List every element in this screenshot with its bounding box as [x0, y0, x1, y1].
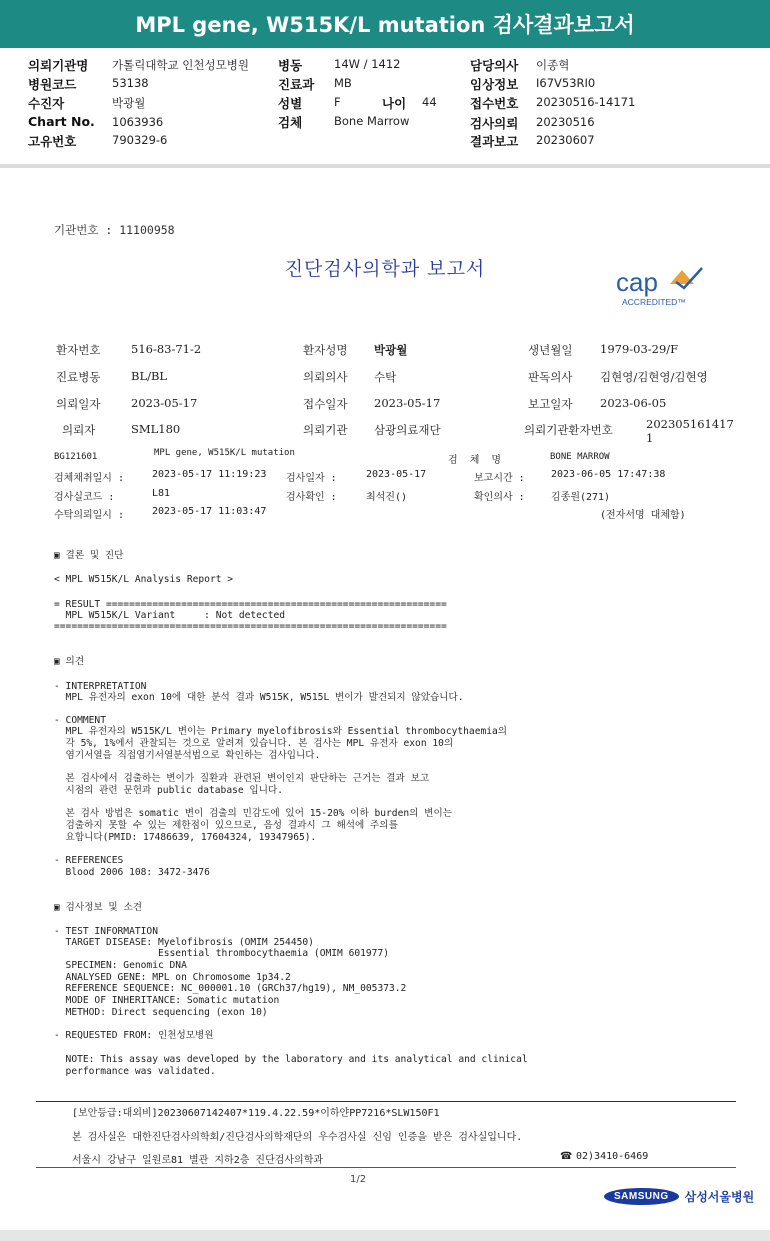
report-line: 각 5%, 1%에서 관찰되는 것으로 알려져 있습니다. 본 검사는 MPL 유전자 exon 10의	[54, 738, 454, 749]
doctor-value: 이종혁	[536, 58, 570, 72]
patient-label: 수진자	[28, 96, 65, 111]
exam-date-label: 검사일자 :	[286, 473, 337, 484]
report-line: - INTERPRETATION	[54, 681, 147, 692]
org-number: 기관번호 : 11100958	[54, 223, 175, 237]
bottom-margin-bar	[0, 1230, 770, 1241]
dept-value: MB	[334, 76, 352, 90]
rep-date-label: 보고일자	[528, 397, 573, 411]
consign-value: 2023-05-17 11:03:47	[152, 506, 267, 517]
report-line: SPECIMEN: Genomic DNA	[54, 960, 187, 971]
confirm-doc-label: 확인의사 :	[474, 492, 525, 503]
requester-value: SML180	[131, 422, 181, 436]
report-line: ANALYSED GENE: MPL on Chromosome 1p34.2	[54, 972, 291, 983]
requester-label: 의뢰자	[62, 423, 96, 437]
request-org-label: 의뢰기관명	[28, 58, 89, 73]
phone-number: 02)3410-6469	[576, 1151, 649, 1162]
confirm-label: 검사확인 :	[286, 492, 337, 503]
patient-no-value: 516-83-71-2	[131, 342, 202, 356]
sex-value: F	[334, 95, 341, 109]
receipt-no-value: 20230516-14171	[536, 95, 636, 109]
doctor-label: 담당의사	[470, 58, 519, 73]
report-line: 염기서열을 직접염기서열분석법으로 확인하는 검사입니다.	[54, 750, 321, 761]
report-line: Blood 2006 108: 3472-3476	[54, 867, 210, 878]
confirm-value: 최석진()	[366, 492, 408, 503]
request-date-value: 20230516	[536, 115, 595, 129]
sex-label: 성별	[278, 96, 303, 111]
patient-name-label: 환자성명	[303, 343, 348, 357]
report-line: 시점의 관련 문헌과 public database 입니다.	[54, 785, 284, 796]
exam-date-value: 2023-05-17	[366, 469, 427, 480]
reader-value: 김현영/김현영/김현영	[600, 370, 708, 384]
unique-no-value: 790329-6	[112, 133, 168, 147]
receipt-no-label: 접수번호	[470, 96, 519, 111]
dob-label: 생년월일	[528, 343, 573, 357]
report-line: REFERENCE SEQUENCE: NC_000001.10 (GRCh37/hg19), NM_005373.2	[54, 983, 407, 994]
report-line: 요합니다(PMID: 17486639, 17604324, 19347965).	[54, 832, 317, 843]
collect-value: 2023-05-17 11:19:23	[152, 469, 267, 480]
collect-label: 검체채취일시 :	[54, 473, 125, 484]
report-line: MPL 유전자의 W515K/L 변이는 Primary myelofibrosis와 Essential thrombocythaemia의	[54, 726, 508, 737]
recv-date-label: 접수일자	[303, 397, 348, 411]
footer-top-rule	[36, 1101, 736, 1102]
confirm-doc-value: 김종원(271)	[551, 492, 611, 503]
hospital-name: 삼성서울병원	[684, 1190, 755, 1204]
page-number: 1/2	[350, 1174, 367, 1185]
report-line: NOTE: This assay was developed by the laboratory and its analytical and clinical	[54, 1054, 528, 1065]
reader-label: 판독의사	[528, 370, 573, 384]
age-label: 나이	[382, 96, 407, 111]
security-line: [보안등급:대외비]20230607142407*119.4.22.59*이하얀PP7216*SLW150F1	[72, 1108, 440, 1119]
header-info	[0, 50, 770, 154]
footer-bottom-rule	[36, 1167, 736, 1168]
report-line: - REFERENCES	[54, 855, 124, 866]
report-line: TARGET DISEASE: Myelofibrosis (OMIM 254450)	[54, 937, 314, 948]
rep-date-value: 2023-06-05	[600, 396, 667, 410]
ward-value: 14W / 1412	[334, 57, 401, 71]
org-patient-no-value-line1: 202305161417	[646, 417, 734, 431]
clinical-info-value: I67V53RI0	[536, 76, 596, 90]
report-line: Essential thrombocythaemia (OMIM 601977)	[54, 948, 390, 959]
document-title: 진단검사의학과 보고서	[284, 258, 486, 280]
org-patient-no-label: 의뢰기관환자번호	[524, 423, 613, 437]
report-time-value: 2023-06-05 17:47:38	[551, 469, 666, 480]
ward-label: 진료병동	[56, 370, 101, 384]
samsung-hospital-logo	[604, 1188, 754, 1205]
report-line: MODE OF INHERITANCE: Somatic mutation	[54, 995, 280, 1006]
req-doctor-value: 수탁	[374, 370, 397, 384]
report-title-bar	[0, 0, 770, 48]
ward-label: 병동	[278, 58, 303, 73]
request-org-value: 가톨릭대학교 인천성모병원	[112, 58, 249, 72]
request-date-label: 검사의뢰	[470, 116, 519, 131]
report-line: 본 검사 방법은 somatic 변이 검출의 민감도에 있어 15-20% 이하 burden의 변이는	[54, 808, 452, 819]
section-heading: ▣ 의견	[54, 656, 85, 667]
patient-value: 박광월	[112, 96, 146, 110]
result-line: MPL W515K/L Variant : Not detected	[54, 610, 286, 621]
report-line: - COMMENT	[54, 715, 106, 726]
req-doctor-label: 의뢰의사	[303, 370, 348, 384]
recv-date-value: 2023-05-17	[374, 396, 441, 410]
report-title: MPL gene, W515K/L mutation 검사결과보고서	[135, 13, 635, 37]
svg-text:cap: cap	[616, 267, 658, 297]
test-code: BG121601	[54, 452, 98, 462]
samsung-wordmark: SAMSUNG	[604, 1188, 679, 1205]
age-value: 44	[422, 95, 437, 109]
req-org-label: 의뢰기관	[303, 423, 348, 437]
section-heading: ▣ 결론 및 진단	[54, 550, 124, 561]
ward-value: BL/BL	[131, 369, 168, 383]
report-line: = RESULT ===========================================================	[54, 599, 447, 610]
esign-note: (전자서명 대체함)	[600, 510, 686, 521]
req-date-label: 의뢰일자	[56, 397, 101, 411]
report-line: < MPL W515K/L Analysis Report >	[54, 574, 234, 585]
report-line: - REQUESTED FROM: 인천성모병원	[54, 1030, 214, 1041]
req-org-value: 삼광의료재단	[374, 423, 441, 437]
svg-text:ACCREDITED™: ACCREDITED™	[622, 297, 686, 307]
report-date-label: 결과보고	[470, 134, 519, 149]
dept-label: 진료과	[278, 77, 315, 92]
consign-label: 수탁의뢰일시 :	[54, 510, 125, 521]
clinical-info-label: 임상정보	[470, 77, 519, 92]
report-line: METHOD: Direct sequencing (exon 10)	[54, 1007, 268, 1018]
test-specimen-value: BONE MARROW	[550, 452, 610, 462]
report-document	[0, 168, 770, 1241]
report-time-label: 보고시간 :	[474, 473, 525, 484]
org-patient-no-value-line2: 1	[646, 431, 654, 445]
hospital-code-value: 53138	[112, 76, 149, 90]
certification-line: 본 검사실은 대한진단검사의학회/진단검사의학재단의 우수검사실 신임 인증을 받은 검사실입니다.	[72, 1132, 523, 1143]
test-specimen-label: 검 체 명	[448, 455, 502, 466]
section-heading: ▣ 검사정보 및 소견	[54, 902, 142, 913]
patient-name-value: 박광월	[374, 343, 408, 357]
specimen-label: 검체	[278, 115, 303, 130]
cap-accredited-logo	[614, 264, 710, 310]
chart-no-label: Chart No.	[28, 114, 95, 129]
test-name: MPL gene, W515K/L mutation	[154, 448, 295, 458]
report-line: - TEST INFORMATION	[54, 926, 158, 937]
patient-no-label: 환자번호	[56, 343, 101, 357]
report-line: 본 검사에서 검출하는 변이가 질환과 관련된 변이인지 판단하는 근거는 결과 보고	[54, 773, 430, 784]
hospital-code-label: 병원코드	[28, 77, 77, 92]
report-line: 검출하지 못할 수 있는 제한점이 있으므로, 음성 결과시 그 해석에 주의를	[54, 820, 398, 831]
report-line: performance was validated.	[54, 1066, 216, 1077]
report-line: ====================================================================	[54, 621, 447, 632]
address-line: 서울시 강남구 일원로81 별관 지하2층 진단검사의학과	[72, 1155, 324, 1166]
room-label: 검사실코드 :	[54, 492, 115, 503]
req-date-value: 2023-05-17	[131, 396, 198, 410]
room-value: L81	[152, 488, 171, 499]
chart-no-value: 1063936	[112, 115, 164, 129]
specimen-value: Bone Marrow	[334, 114, 410, 128]
unique-no-label: 고유번호	[28, 134, 77, 149]
dob-value: 1979-03-29/F	[600, 342, 679, 356]
phone-icon: ☎	[560, 1151, 573, 1162]
report-line: MPL 유전자의 exon 10에 대한 분석 결과 W515K, W515L 변이가 발견되지 않았습니다.	[54, 692, 464, 703]
report-date-value: 20230607	[536, 133, 595, 147]
